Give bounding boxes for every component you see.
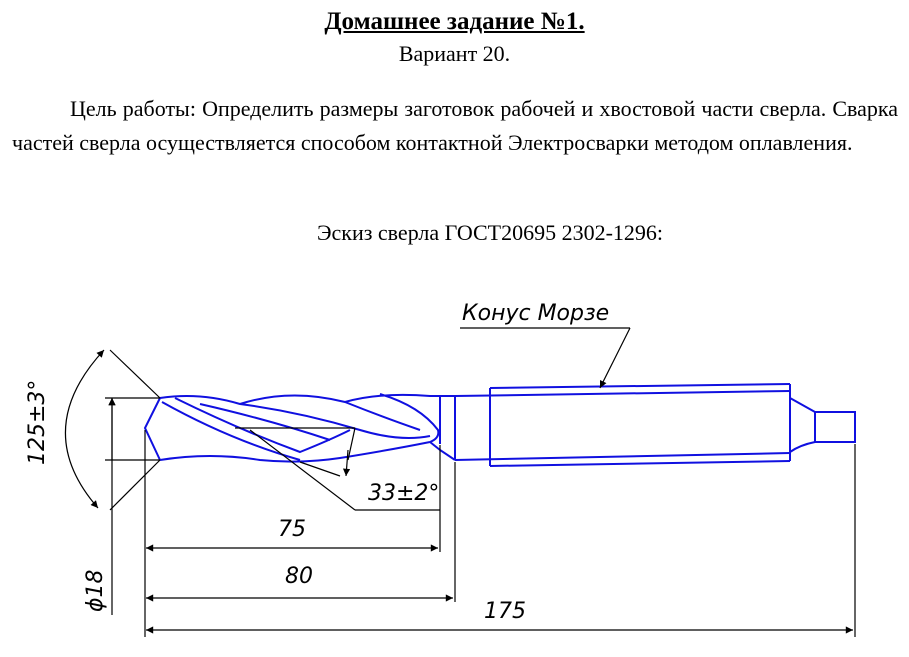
dim-75-label: 75 (278, 517, 306, 542)
shank-outer-bottom (490, 461, 790, 466)
drill-tip (145, 398, 160, 460)
variant-label: Вариант 20. (398, 41, 511, 66)
cone-label: Конус Морзе (462, 301, 610, 326)
dim-175-label: 175 (484, 599, 526, 624)
angle-125-arc (65, 350, 104, 508)
drill-body (145, 384, 855, 466)
drill-sketch (0, 280, 909, 657)
sketch-caption: Эскиз сверла ГОСТ20695 2302-1296: (316, 220, 664, 245)
document-title: Домашнее задание №1. (324, 8, 585, 35)
diameter-label: ϕ18 (83, 569, 108, 612)
flute-2 (175, 398, 350, 452)
dimension-lines (65, 328, 855, 637)
task-description: Цель работы: Определить размеры заготовок рабочей и хвостовой части сверла. Сварка частей сверла осуществляется способом контактной Электросварки методом оплавления. (12, 96, 898, 155)
dim-80-label: 80 (285, 564, 313, 589)
shank-outer-top (490, 384, 790, 388)
angle-125-label: 125±3° (25, 379, 50, 465)
cone-leader (600, 328, 630, 388)
flute-3 (200, 404, 330, 440)
working-part-top (160, 395, 455, 404)
shank-top (455, 391, 790, 396)
tang (790, 398, 855, 452)
neck-bottom (430, 442, 455, 460)
angle-33-label: 33±2° (368, 481, 440, 506)
shank-bottom (455, 453, 790, 460)
